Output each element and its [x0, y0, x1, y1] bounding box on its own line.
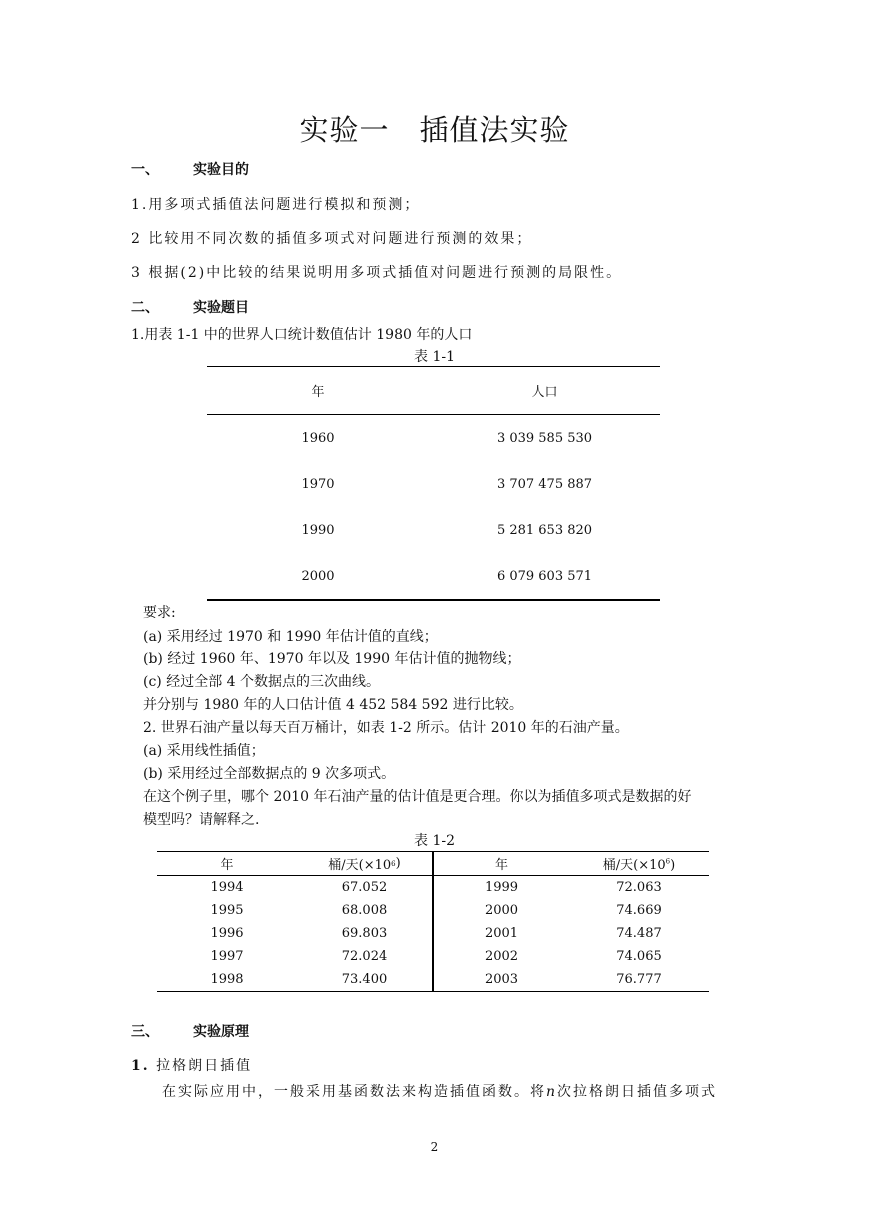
variable-n: n — [546, 1084, 558, 1100]
cell-population: 6 079 603 571 — [496, 568, 593, 584]
cell-output: 74.669 — [616, 903, 662, 918]
table-header-row — [157, 852, 709, 876]
table-row — [157, 945, 709, 968]
table-row — [207, 461, 660, 507]
page-number: 2 — [430, 1140, 439, 1154]
purpose-item-3: 3 根据(2)中比较的结果说明用多项式插值对问题进行预测的局限性。 — [131, 265, 623, 281]
section-heading-problems — [131, 297, 249, 317]
problem-2-a: (a) 采用线性插值； — [143, 743, 265, 759]
unit-label: 桶/天(×10 — [328, 858, 392, 873]
cell-output: 72.024 — [297, 945, 434, 968]
table-row — [157, 876, 709, 899]
cell-population: 3 707 475 887 — [496, 476, 593, 492]
table-row — [207, 507, 660, 553]
problem-1-intro: 1.用表 1-1 中的世界人口统计数值估计 1980 年的人口 — [131, 327, 473, 343]
cell-year: 2000 — [301, 568, 335, 584]
page-title: 实验一 插值法实验 — [299, 113, 570, 147]
cell-output: 72.063 — [616, 880, 662, 895]
cell-year: 1990 — [301, 522, 335, 538]
comparison-note: 并分别与 1980 年的人口估计值 4 452 584 592 进行比较。 — [143, 697, 523, 713]
table-row — [207, 415, 660, 461]
cell-year: 1960 — [301, 430, 335, 446]
unit-exponent: 6 — [665, 857, 671, 866]
section-heading-principle — [131, 1021, 249, 1041]
requirements-label: 要求: — [143, 605, 176, 621]
problem-2-intro: 2. 世界石油产量以每天百万桶计，如表 1-2 所示。估计 2010 年的石油产量。 — [143, 720, 629, 736]
population-table — [207, 366, 660, 601]
table-row — [207, 553, 660, 599]
purpose-item-2: 2 比较用不同次数的插值多项式对问题进行预测的效果； — [131, 231, 533, 247]
paragraph-text: 次拉格朗日插值多项式 — [557, 1084, 718, 1100]
question-line-1: 在这个例子里，哪个 2010 年石油产量的估计值是更合理。你以为插值多项式是数据的好 — [143, 789, 692, 805]
table-row — [157, 922, 709, 945]
cell-year: 1997 — [210, 949, 244, 964]
oil-production-table — [157, 851, 709, 992]
question-line-2: 模型吗？请解释之. — [143, 812, 260, 828]
cell-output: 74.065 — [616, 949, 662, 964]
requirement-b: (b) 经过 1960 年、1970 年以及 1990 年估计值的抛物线； — [143, 651, 521, 667]
unit-label: 桶/天(×10 — [602, 858, 666, 873]
cell-year: 2001 — [484, 926, 519, 941]
cell-population: 3 039 585 530 — [496, 430, 593, 446]
column-header-barrels — [569, 854, 709, 873]
section-number: 一、 — [131, 162, 159, 178]
column-header-year: 年 — [311, 385, 325, 400]
cell-year: 2000 — [484, 903, 519, 918]
cell-year: 1995 — [210, 903, 244, 918]
cell-year: 1970 — [301, 476, 335, 492]
unit-close: ) — [395, 856, 401, 871]
section-number: 三、 — [131, 1024, 159, 1040]
section-title: 实验题目 — [193, 300, 249, 316]
table-header-row — [207, 367, 660, 415]
problem-2-b: (b) 采用经过全部数据点的 9 次多项式。 — [143, 766, 396, 782]
section-heading-purpose — [131, 159, 249, 179]
cell-population: 5 281 653 820 — [496, 522, 593, 538]
section-title: 实验原理 — [193, 1024, 249, 1040]
cell-output: 73.400 — [297, 968, 434, 991]
cell-year: 1999 — [484, 880, 519, 895]
cell-year: 2002 — [484, 949, 519, 964]
section-title: 实验目的 — [193, 162, 249, 178]
table-row — [157, 899, 709, 922]
cell-output: 74.487 — [616, 926, 662, 941]
subsection-heading-lagrange — [131, 1055, 252, 1075]
cell-year: 1994 — [210, 880, 244, 895]
column-header-barrels — [297, 852, 434, 875]
subsection-title: 拉格朗日插值 — [149, 1058, 253, 1074]
table-1-caption: 表 1-1 — [414, 349, 455, 365]
column-header-population: 人口 — [531, 385, 558, 400]
unit-exponent: 6 — [391, 859, 396, 868]
column-header-year: 年 — [494, 858, 508, 873]
section-number: 二、 — [131, 300, 159, 316]
cell-output: 76.777 — [616, 972, 662, 987]
principle-paragraph — [162, 1081, 717, 1101]
table-row — [157, 968, 709, 991]
subsection-number: 1. — [131, 1058, 150, 1074]
cell-output: 68.008 — [297, 899, 434, 922]
cell-year: 2003 — [484, 972, 519, 987]
purpose-item-1: 1.用多项式插值法问题进行模拟和预测； — [131, 197, 421, 213]
cell-year: 1996 — [210, 926, 244, 941]
requirement-c: (c) 经过全部 4 个数据点的三次曲线。 — [143, 674, 381, 690]
unit-close: ) — [670, 858, 676, 873]
column-header-year: 年 — [220, 858, 234, 873]
requirement-a: (a) 采用经过 1970 和 1990 年估计值的直线； — [143, 629, 438, 645]
cell-year: 1998 — [210, 972, 244, 987]
cell-output: 67.052 — [297, 876, 434, 899]
table-2-caption: 表 1-2 — [414, 833, 455, 849]
paragraph-text: 在实际应用中，一般采用基函数法来构造插值函数。将 — [162, 1084, 546, 1100]
cell-output: 69.803 — [297, 922, 434, 945]
